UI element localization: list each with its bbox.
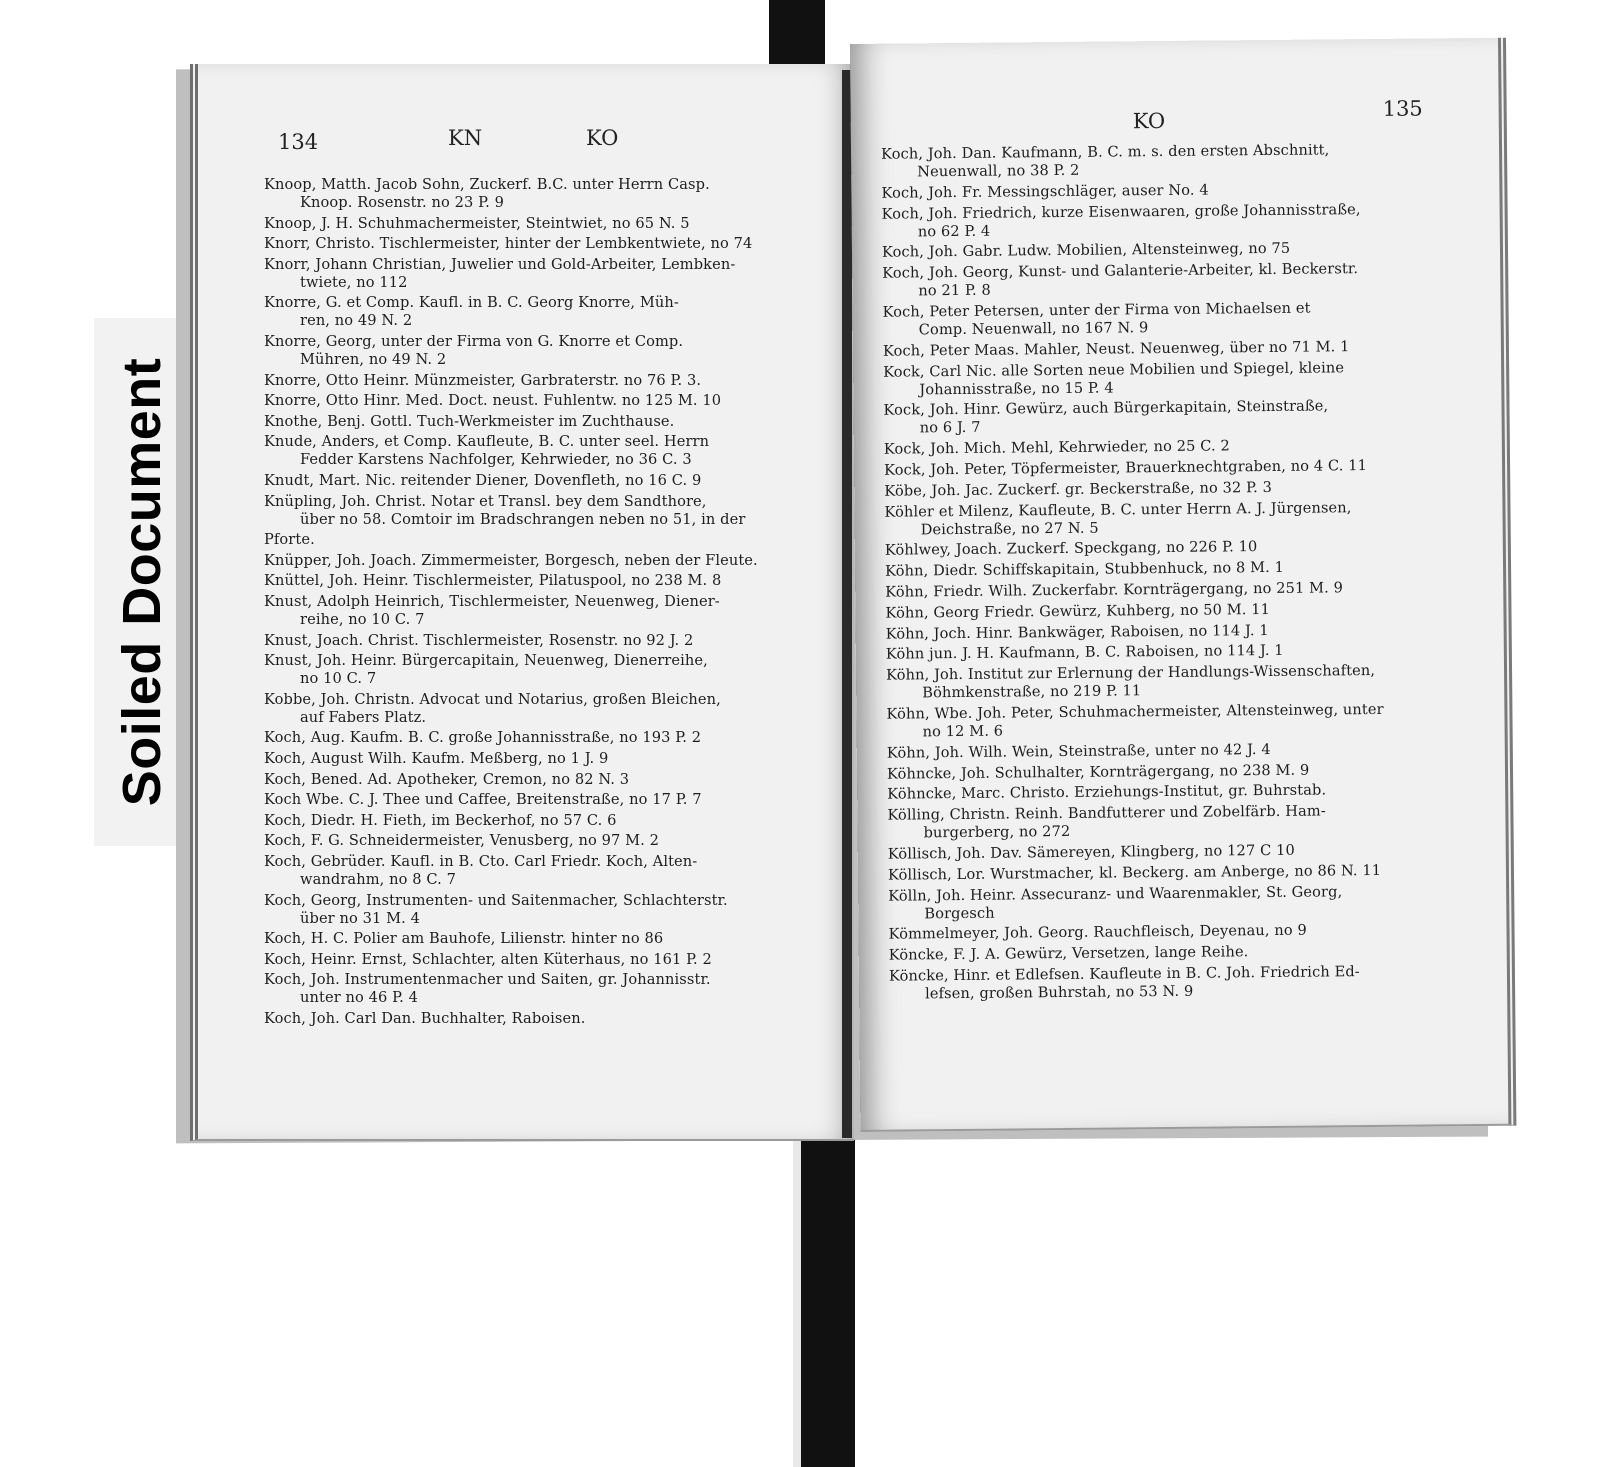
directory-entry	[264, 812, 617, 830]
entry-continuation-line: Mühren, no 49 N. 2	[300, 351, 447, 368]
entry-line: Koch, Bened. Ad. Apotheker, Cremon, no 82 N. 3	[264, 770, 630, 788]
entry-line: Koch, F. G. Schneidermeister, Venusberg, no 97 M. 2	[264, 832, 660, 850]
directory-entry	[264, 572, 721, 590]
directory-entry	[882, 201, 1361, 242]
entry-continuation-line: no 12 M. 6	[922, 722, 1004, 741]
entry-line: Kölling, Christn. Reinh. Bandfutterer und Zobelfärb. Ham-	[887, 802, 1326, 824]
entry-continuation-line: unter no 46 P. 4	[300, 989, 418, 1007]
entry-line: Koch, H. C. Polier am Bauhofe, Lilienstr. hinter no 86	[264, 930, 664, 948]
directory-entry	[884, 457, 1367, 480]
entry-continuation-line: no 6 J. 7	[919, 419, 981, 437]
directory-entry	[264, 552, 758, 570]
directory-entry	[886, 622, 1269, 644]
directory-entry	[881, 141, 1330, 181]
directory-entry	[264, 853, 697, 889]
entry-continuation-line: Johannisstraße, no 15 P. 4	[919, 379, 1114, 398]
entry-line: Köhn, Joh. Institut zur Erlernung der Handlungs-Wissenschaften,	[885, 662, 1376, 684]
directory-entry	[886, 642, 1284, 664]
directory-entry	[884, 438, 1230, 459]
entry-line: Knoop, J. H. Schuhmachermeister, Steintwiet, no 65 N. 5	[264, 214, 690, 232]
entry-line: Kock, Joh. Peter, Töpfermeister, Brauerknechtgraben, no 4 C. 11	[884, 457, 1368, 479]
entry-line: Pforte.	[264, 531, 315, 549]
directory-entry	[264, 951, 712, 969]
binding-strap-bottom	[801, 1128, 855, 1467]
entry-line: Köhn, Wbe. Joh. Peter, Schuhmachermeister, Altensteinweg, unter	[886, 700, 1384, 723]
entry-line: Köllisch, Lor. Wurstmacher, kl. Beckerg. am Anberge, no 86 N. 11	[887, 861, 1382, 884]
entry-continuation-line: Fedder Karstens Nachfolger, Kehrwieder, no 36 C. 3	[300, 451, 692, 469]
entry-continuation-line: Knoop. Rosenstr. no 23 P. 9	[300, 194, 504, 211]
directory-entry	[264, 652, 708, 688]
directory-entry	[882, 260, 1358, 301]
directory-entry	[888, 883, 1342, 923]
entry-line: Kock, Joh. Mich. Mehl, Kehrwieder, no 25 C. 2	[883, 437, 1230, 458]
directory-entry	[264, 531, 315, 549]
directory-entry	[886, 701, 1384, 742]
entry-line: Kock, Joh. Hinr. Gewürz, auch Bürgerkapitain, Steinstraße,	[883, 397, 1329, 420]
entry-line: Köhn, Friedr. Wilh. Zuckerfabr. Kornträgergang, no 251 M. 9	[885, 579, 1344, 601]
entry-line: Knudt, Mart. Nic. reitender Diener, Dovenfleth, no 16 C. 9	[264, 472, 702, 489]
directory-entry	[264, 771, 629, 789]
entry-line: Köhn, Joch. Hinr. Bankwäger, Raboisen, no 114 J. 1	[885, 621, 1269, 643]
entry-continuation-line: ren, no 49 N. 2	[300, 312, 413, 330]
entry-line: Köllisch, Joh. Dav. Sämereyen, Klingberg, no 127 C 10	[887, 841, 1295, 863]
entry-line: Koch, Georg, Instrumenten- und Saitenmacher, Schlachterstr.	[264, 891, 728, 909]
directory-entry	[882, 300, 1310, 340]
entry-line: Knorre, Otto Hinr. Med. Doct. neust. Fuhlentw. no 125 M. 10	[264, 392, 722, 410]
entry-line: Koch, Joh. Gabr. Ludw. Mobilien, Altensteinweg, no 75	[881, 240, 1291, 262]
entry-line: Knüpper, Joh. Joach. Zimmermeister, Borgesch, neben der Fleute.	[264, 551, 758, 569]
directory-entry	[264, 215, 690, 233]
entry-line: Knust, Joach. Christ. Tischlermeister, Rosenstr. no 92 J. 2	[264, 631, 694, 649]
directory-entry	[264, 691, 721, 727]
entry-line: Koch, Gebrüder. Kaufl. in B. Cto. Carl Friedr. Koch, Alten-	[264, 853, 698, 870]
directory-entry	[264, 729, 701, 747]
entry-continuation-line: Böhmkenstraße, no 219 P. 11	[922, 682, 1142, 702]
entry-line: Knorre, Georg, unter der Firma von G. Knorre et Comp.	[264, 333, 684, 350]
entry-line: Koch, Joh. Fr. Messingschläger, auser No. 4	[881, 181, 1209, 202]
entry-line: Knorr, Johann Christian, Juwelier und Gold-Arbeiter, Lembken-	[264, 255, 736, 273]
directory-entry	[264, 256, 735, 292]
directory-entry	[264, 472, 701, 490]
entry-line: Koch, Joh. Friedrich, kurze Eisenwaaren, große Johannisstraße,	[881, 200, 1361, 223]
entry-line: Knüpling, Joh. Christ. Notar et Transl. bey dem Sandthore,	[264, 492, 707, 510]
directory-entry	[886, 662, 1375, 703]
entry-line: Knüttel, Joh. Heinr. Tischlermeister, Pilatuspool, no 238 M. 8	[264, 572, 722, 590]
entry-line: Knust, Adolph Heinrich, Tischlermeister, Neuenweg, Diener-	[264, 593, 720, 610]
entry-continuation-line: auf Fabers Platz.	[300, 708, 427, 726]
directory-entry	[885, 539, 1258, 561]
entry-line: Knude, Anders, et Comp. Kaufleute, B. C. unter seel. Herrn	[264, 433, 710, 451]
left-page	[190, 64, 854, 1141]
entry-line: Koch, Peter Petersen, unter der Firma von Michaelsen et	[882, 299, 1311, 321]
directory-entry	[885, 601, 1270, 623]
entry-continuation-line: no 62 P. 4	[917, 222, 991, 240]
left-header-ko: KO	[586, 126, 619, 150]
directory-entry	[264, 235, 752, 253]
directory-entry	[264, 333, 683, 369]
entry-continuation-line: wandrahm, no 8 C. 7	[300, 871, 456, 888]
entry-line: Köhn, Joh. Wilh. Wein, Steinstraße, unter no 42 J. 4	[886, 740, 1271, 762]
directory-entry	[264, 413, 674, 431]
directory-entry	[264, 433, 709, 469]
entry-continuation-line: burgerberg, no 272	[923, 823, 1071, 842]
entry-line: Koch, Joh. Instrumentenmacher und Saiten, gr. Johannisstr.	[264, 971, 711, 989]
directory-entry	[264, 294, 679, 330]
directory-entry	[264, 832, 659, 850]
entry-line: Köhncke, Joh. Schulhalter, Kornträgergang, no 238 M. 9	[886, 761, 1310, 783]
entry-line: Koch, Joh. Dan. Kaufmann, B. C. m. s. den ersten Abschnitt,	[880, 141, 1330, 163]
entry-line: Köbe, Joh. Jac. Zuckerf. gr. Beckerstraße, no 32 P. 3	[884, 478, 1272, 500]
directory-entry	[264, 372, 701, 390]
directory-entry	[264, 593, 720, 629]
right-page	[850, 38, 1516, 1132]
entry-line: Kömmelmeyer, Joh. Georg. Rauchfleisch, Deyenau, no 9	[888, 922, 1307, 944]
entry-line: Koch Wbe. C. J. Thee und Caffee, Breitenstraße, no 17 P. 7	[264, 791, 702, 809]
entry-line: Knothe, Benj. Gottl. Tuch-Werkmeister im Zuchthause.	[264, 412, 675, 430]
book-gutter	[842, 70, 852, 1138]
soiled-document-label: Soiled Document	[112, 357, 172, 807]
directory-entry	[264, 493, 745, 529]
directory-entry	[888, 922, 1306, 944]
entry-line: Köhncke, Marc. Christo. Erziehungs-Institut, gr. Buhrstab.	[887, 781, 1327, 804]
directory-entry	[884, 479, 1272, 501]
directory-entry	[887, 741, 1271, 763]
directory-entry	[264, 892, 728, 928]
entry-line: Kock, Carl Nic. alle Sorten neue Mobilien und Spiegel, kleine	[883, 358, 1345, 381]
directory-entry	[264, 930, 663, 948]
entry-line: Koch, Joh. Georg, Kunst- und Galanterie-Arbeiter, kl. Beckerstr.	[882, 260, 1359, 282]
entry-line: Koch, Aug. Kaufm. B. C. große Johannisstraße, no 193 P. 2	[264, 729, 702, 747]
entry-line: Köncke, F. J. A. Gewürz, Versetzen, lange Reihe.	[888, 943, 1249, 964]
directory-entry	[883, 398, 1328, 438]
directory-entry	[264, 392, 721, 410]
entry-line: Knorre, Otto Heinr. Münzmeister, Garbraterstr. no 76 P. 3.	[264, 371, 702, 389]
directory-entry	[883, 338, 1350, 360]
directory-entry	[887, 803, 1326, 843]
entry-line: Köhn jun. J. H. Kaufmann, B. C. Raboisen, no 114 J. 1	[885, 642, 1284, 664]
entry-line: Koch, Joh. Carl Dan. Buchhalter, Raboisen.	[264, 1010, 586, 1027]
entry-line: Koch, August Wilh. Kaufm. Meßberg, no 1 J. 9	[264, 750, 609, 767]
directory-entry	[889, 943, 1249, 964]
directory-entry	[888, 862, 1381, 885]
directory-entry	[264, 750, 608, 768]
entry-line: Knust, Joh. Heinr. Bürgercapitain, Neuenweg, Dienerreihe,	[264, 652, 708, 670]
right-page-number: 135	[1382, 96, 1423, 121]
directory-entry	[885, 579, 1343, 601]
directory-entry	[884, 499, 1351, 539]
entry-line: Köhn, Georg Friedr. Gewürz, Kuhberg, no 50 M. 11	[885, 600, 1271, 622]
entry-line: Köhler et Milenz, Kaufleute, B. C. unter Herrn A. J. Jürgensen,	[884, 498, 1352, 521]
entry-continuation-line: Comp. Neuenwall, no 167 N. 9	[918, 319, 1149, 339]
entry-continuation-line: twiete, no 112	[300, 273, 408, 291]
entry-line: Köhn, Diedr. Schiffskapitain, Stubbenhuck, no 8 M. 1	[884, 559, 1285, 580]
directory-entry	[264, 632, 693, 650]
entry-line: Köncke, Hinr. et Edlefsen. Kaufleute in B. C. Joh. Friedrich Ed-	[888, 963, 1360, 985]
entry-continuation-line: no 10 C. 7	[300, 670, 377, 688]
directory-entry	[264, 791, 702, 809]
directory-entry	[887, 782, 1326, 804]
entry-line: Knorre, G. et Comp. Kaufl. in B. C. Georg Knorre, Müh-	[264, 294, 679, 312]
directory-entry	[882, 240, 1290, 262]
entry-continuation-line: Borgesch	[924, 904, 995, 922]
directory-entry	[887, 761, 1310, 783]
entry-continuation-line: reihe, no 10 C. 7	[300, 611, 425, 628]
entry-line: Kobbe, Joh. Christn. Advocat und Notarius, großen Bleichen,	[264, 690, 721, 708]
left-page-number: 134	[278, 130, 319, 154]
right-header-ko: KO	[1132, 108, 1166, 134]
directory-entry	[264, 176, 710, 212]
directory-entry	[883, 359, 1344, 399]
entry-continuation-line: lefsen, großen Buhrstah, no 53 N. 9	[925, 982, 1194, 1003]
entry-continuation-line: no 21 P. 8	[918, 281, 991, 300]
entry-continuation-line: über no 31 M. 4	[300, 909, 421, 927]
entry-line: Koch, Diedr. H. Fieth, im Beckerhof, no 57 C. 6	[264, 811, 617, 829]
entry-line: Koch, Heinr. Ernst, Schlachter, alten Küterhaus, no 161 P. 2	[264, 950, 712, 968]
entry-line: Knorr, Christo. Tischlermeister, hinter der Lembkentwiete, no 74	[264, 235, 753, 253]
left-header-kn: KN	[448, 126, 483, 150]
directory-entry	[889, 963, 1360, 1004]
directory-entry	[264, 971, 711, 1007]
entry-line: Knoop, Matth. Jacob Sohn, Zuckerf. B.C. unter Herrn Casp.	[264, 176, 710, 193]
entry-line: Koch, Peter Maas. Mahler, Neust. Neuenweg, über no 71 M. 1	[882, 338, 1350, 360]
directory-entry	[881, 181, 1208, 202]
entry-continuation-line: Neuenwall, no 38 P. 2	[917, 161, 1080, 181]
entry-continuation-line: Deichstraße, no 27 N. 5	[920, 519, 1099, 538]
entry-continuation-line: über no 58. Comtoir im Bradschrangen neben no 51, in der	[300, 510, 746, 528]
directory-entry	[264, 1010, 586, 1028]
entry-line: Kölln, Joh. Heinr. Assecuranz- und Waarenmakler, St. Georg,	[888, 882, 1343, 905]
directory-entry	[885, 559, 1284, 581]
entry-line: Köhlwey, Joach. Zuckerf. Speckgang, no 226 P. 10	[884, 538, 1258, 560]
directory-entry	[888, 842, 1295, 864]
